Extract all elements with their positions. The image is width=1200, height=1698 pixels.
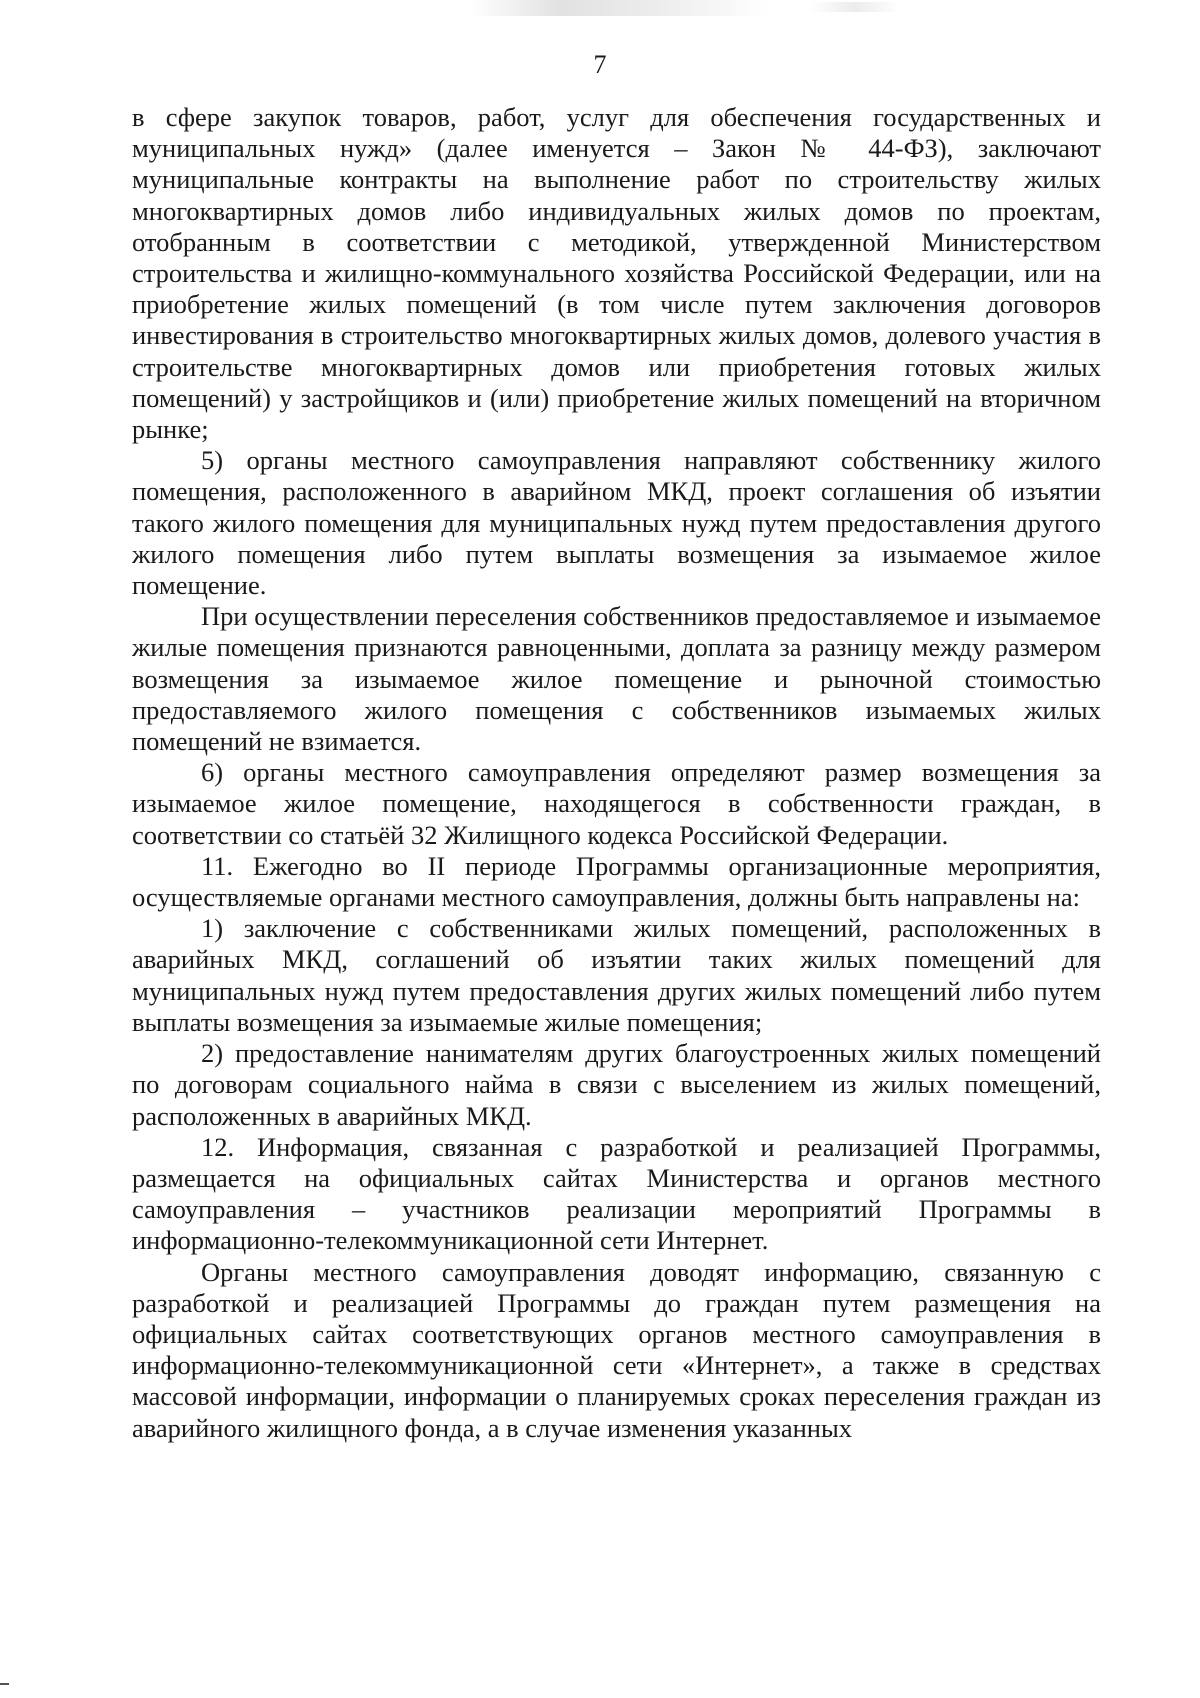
document-body (132, 102, 1101, 1444)
paragraph-5: 11. Ежегодно во II периоде Программы организационные мероприятия, осуществляемые органами местного самоуправления, должны быть направлены на: (132, 850, 1101, 913)
paragraph-8: 12. Информация, связанная с разработкой и реализацией Программы, размещается на официальных сайтах Министерства и органов местного самоуправления – участников реализации мероприятий Программы в информационно-телекоммуникационной сети Интернет. (132, 1131, 1101, 1256)
scan-artifact (470, 0, 770, 16)
edge-mark (0, 1683, 9, 1685)
paragraph-2: 5) органы местного самоуправления направляют собственнику жилого помещения, расположенного в аварийном МКД, проект соглашения об изъятии такого жилого помещения для муниципальных нужд путем предоставления другого жилого помещения либо путем выплаты возмещения за изымаемое жилое помещение. (132, 445, 1101, 601)
paragraph-4: 6) органы местного самоуправления определяют размер возмещения за изымаемое жилое помещение, находящегося в собственности граждан, в соответствии со статьёй 32 Жилищного кодекса Российской Федерации. (132, 757, 1101, 850)
page-number: 7 (593, 50, 607, 79)
paragraph-9: Органы местного самоуправления доводят информацию, связанную с разработкой и реализацией Программы до граждан путем размещения на официальных сайтах соответствующих органов местного самоуправления в информационно-телекоммуникационной сети «Интернет», а также в средствах массовой информации, информации о планируемых сроках переселения граждан из аварийного жилищного фонда, а в случае изменения указанных (132, 1256, 1101, 1443)
paragraph-3: При осуществлении переселения собственников предоставляемое и изымаемое жилые помещения признаются равноценными, доплата за разницу между размером возмещения за изымаемое жилое помещение и рыночной стоимостью предоставляемого жилого помещения с собственников изымаемых жилых помещений не взимается. (132, 601, 1101, 757)
paragraph-6: 1) заключение с собственниками жилых помещений, расположенных в аварийных МКД, соглашений об изъятии таких жилых помещений для муниципальных нужд путем предоставления других жилых помещений либо путем выплаты возмещения за изымаемые жилые помещения; (132, 913, 1101, 1037)
paragraph-1: в сфере закупок товаров, работ, услуг для обеспечения государственных и муниципальных нужд» (далее именуется – Закон № 44-ФЗ), заключают муниципальные контракты на выполнение работ по строительству жилых многоквартирных домов либо индивидуальных жилых домов по проектам, отобранным в соответствии с методикой, утвержденной Министерством строительства и жилищно-коммунального хозяйства Российской Федерации, или на приобретение жилых помещений (в том числе путем заключения договоров инвестирования в строительство многоквартирных жилых домов, долевого участия в строительстве многоквартирных домов или приобретения готовых жилых помещений) у застройщиков и (или) приобретение жилых помещений на вторичном рынке; (132, 102, 1101, 445)
scan-artifact-right (810, 2, 900, 12)
paragraph-7: 2) предоставление нанимателям других благоустроенных жилых помещений по договорам социального найма в связи с выселением из жилых помещений, расположенных в аварийных МКД. (132, 1038, 1101, 1131)
